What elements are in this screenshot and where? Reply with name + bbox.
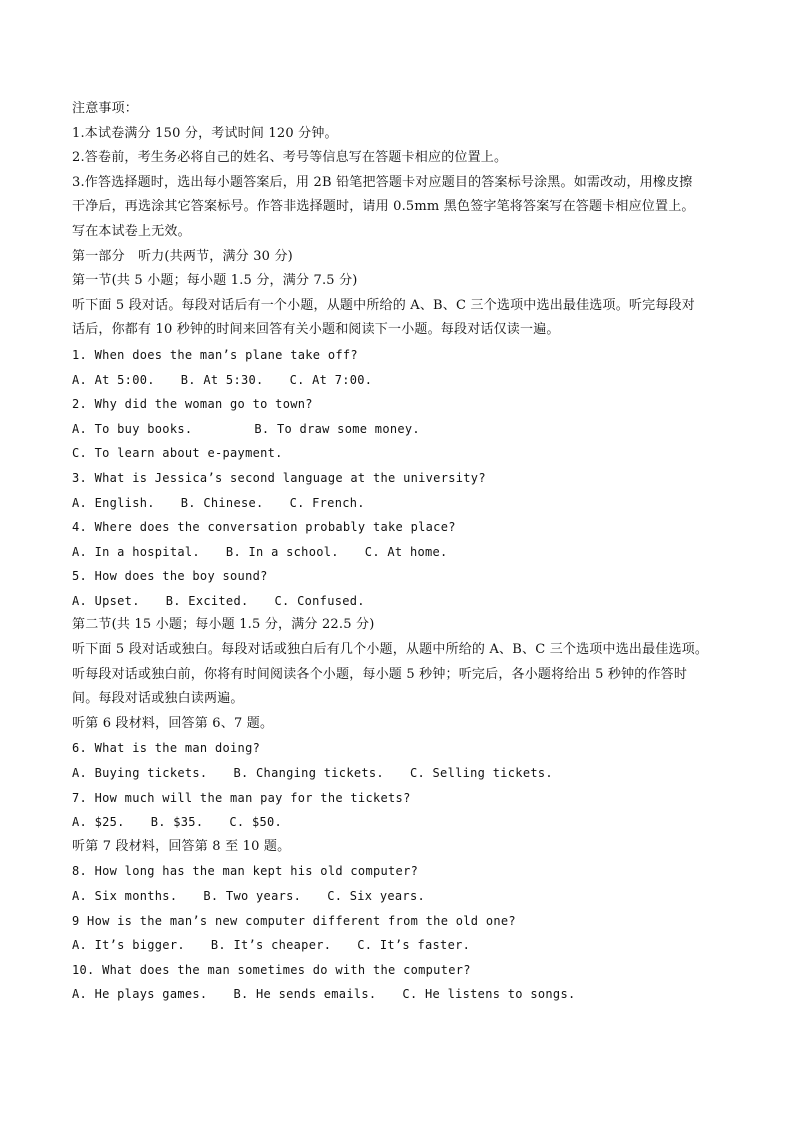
option-a: A. $25. — [72, 815, 125, 830]
option-b: B. In a school. — [225, 544, 339, 559]
option-c: C. He listens to songs. — [402, 987, 576, 1002]
option-b: B. Chinese. — [180, 495, 264, 510]
option-c: C. Six years. — [327, 889, 426, 903]
notice-title: 注意事项： — [72, 101, 139, 116]
question-7: 7. How much will the man pay for the tickets? — [72, 790, 411, 805]
option-a: A. He plays games. — [72, 987, 208, 1002]
option-a: A. Six months. — [72, 889, 178, 903]
section2-instructions: 听下面 5 段对话或独白。每段对话或独白后有几个小题，从题中所给的 A、B、C 三个选项中选出最佳选项。 — [72, 642, 709, 658]
question-8: 8. How long has the man kept his old computer? — [72, 864, 419, 879]
option-c: C. Confused. — [274, 593, 365, 608]
option-b: B. Excited. — [165, 593, 249, 608]
option-a: A. Upset. — [72, 593, 140, 608]
option-b: B. $35. — [150, 815, 204, 830]
part1-title: 第一部分 听力(共两节，满分 30 分) — [72, 248, 293, 264]
option-a: A. English. — [72, 495, 155, 510]
question-3: 3. What is Jessica’s second language at the university? — [72, 470, 486, 485]
section2-title: 第二节(共 15 小题；每小题 1.5 分，满分 22.5 分) — [72, 617, 375, 633]
option-b: B. To draw some money. — [254, 421, 420, 436]
option-c: C. It’s faster. — [357, 938, 471, 953]
question-7-options — [72, 810, 732, 835]
option-a: A. In a hospital. — [72, 544, 200, 559]
question-9-options — [72, 933, 732, 958]
question-2-options — [72, 417, 732, 442]
option-a: A. It’s bigger. — [72, 938, 185, 953]
section1-instructions: 听下面 5 段对话。每段对话后有一个小题，从题中所给的 A、B、C 三个选项中选出最佳选项。听完每段对 — [72, 297, 695, 313]
notice-item: 写在本试卷上无效。 — [72, 223, 191, 239]
option-c: C. French. — [289, 495, 365, 510]
option-b: B. It’s cheaper. — [210, 938, 332, 953]
question-3-options — [72, 491, 732, 516]
option-b: B. Changing tickets. — [233, 766, 384, 781]
question-1: 1. When does the man’s plane take off? — [72, 347, 358, 362]
option-c: C. Selling tickets. — [409, 766, 553, 781]
option-c: C. To learn about e-payment. — [72, 446, 283, 461]
exam-page — [72, 97, 732, 1007]
question-10-options — [72, 982, 732, 1007]
question-9: 9 How is the man’s new computer different from the old one? — [72, 913, 516, 928]
option-b: B. Two years. — [203, 889, 302, 903]
question-6-options — [72, 761, 732, 786]
question-2: 2. Why did the woman go to town? — [72, 397, 313, 412]
question-1-options — [72, 368, 732, 393]
section2-instructions: 间。每段对话或独白读两遍。 — [72, 691, 244, 707]
question-5: 5. How does the boy sound? — [72, 569, 268, 584]
question-4-options — [72, 540, 732, 565]
question-6: 6. What is the man doing? — [72, 741, 261, 756]
question-4: 4. Where does the conversation probably take place? — [72, 520, 456, 535]
question-2-options-c — [72, 441, 732, 466]
group-6-heading: 听第 6 段材料，回答第 6、7 题。 — [72, 715, 274, 731]
group-7-heading: 听第 7 段材料，回答第 8 至 10 题。 — [72, 838, 291, 854]
option-c: C. $50. — [229, 815, 283, 830]
option-a: A. Buying tickets. — [72, 766, 208, 781]
option-c: C. At home. — [364, 544, 448, 559]
option-a: A. To buy books. — [72, 421, 193, 436]
notice-item: 干净后，再选涂其它答案标号。作答非选择题时，请用 0.5mm 黑色签字笔将答案写在答题卡相应位置上。 — [72, 199, 695, 215]
question-5-options — [72, 589, 732, 614]
notice-item: 1.本试卷满分 150 分，考试时间 120 分钟。 — [72, 125, 338, 141]
section2-instructions: 听每段对话或独白前，你将有时间阅读各个小题，每小题 5 秒钟；听完后，各小题将给出 5 秒钟的作答时 — [72, 666, 688, 682]
option-b: B. He sends emails. — [233, 987, 377, 1002]
notice-item: 2.答卷前，考生务必将自己的姓名、考号等信息写在答题卡相应的位置上。 — [72, 150, 508, 166]
question-10: 10. What does the man sometimes do with the computer? — [72, 962, 471, 977]
question-8-options — [72, 884, 732, 909]
section1-instructions: 话后，你都有 10 秒钟的时间来回答有关小题和阅读下一小题。每段对话仅读一遍。 — [72, 322, 560, 338]
option-a: A. At 5:00. — [72, 372, 155, 387]
option-c: C. At 7:00. — [289, 372, 373, 387]
notice-item: 3.作答选择题时，选出每小题答案后，用 2B 铅笔把答题卡对应题目的答案标号涂黑。如需改动，用橡皮擦 — [72, 174, 693, 190]
option-b: B. At 5:30. — [180, 372, 264, 387]
section1-title: 第一节(共 5 小题；每小题 1.5 分，满分 7.5 分) — [72, 273, 358, 289]
